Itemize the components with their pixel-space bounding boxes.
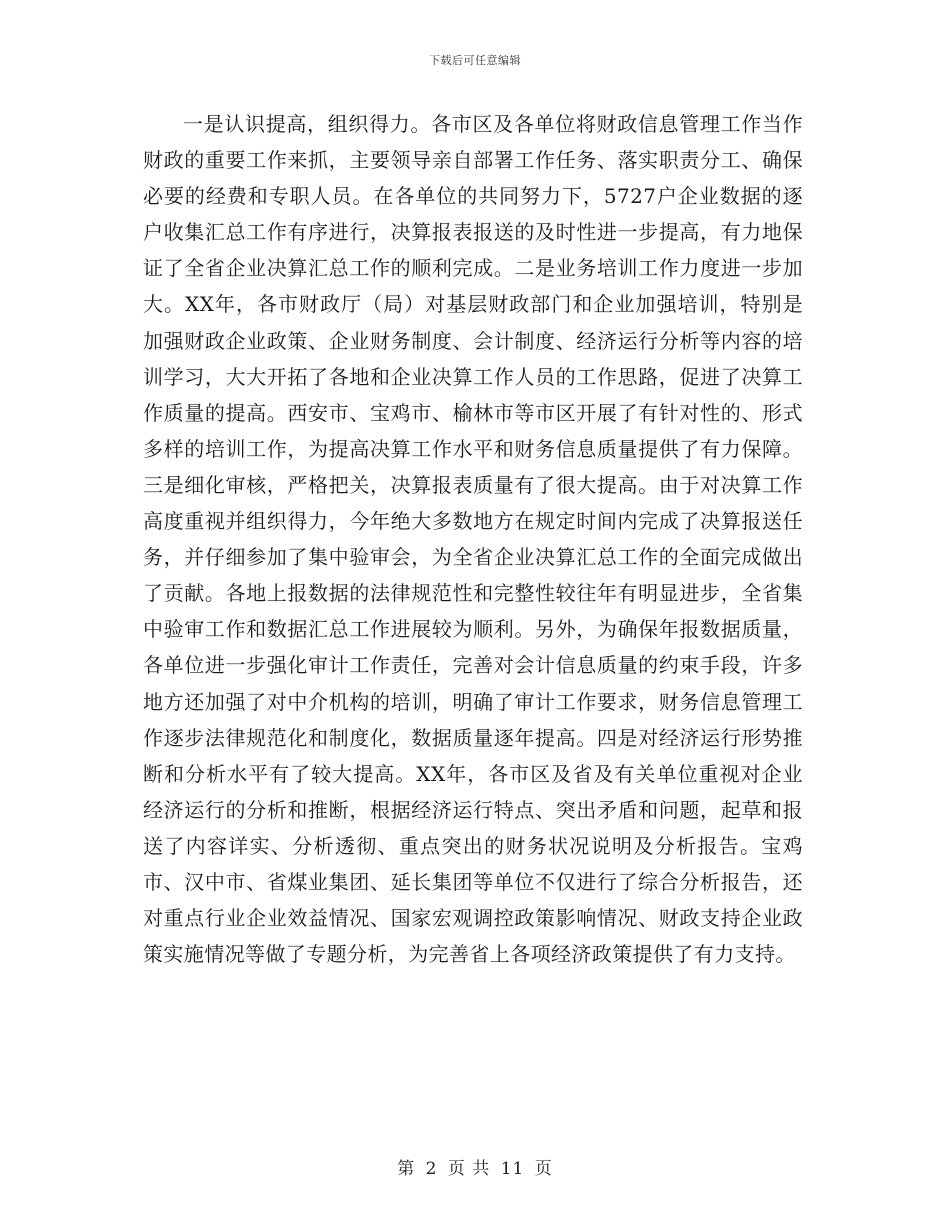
footer-suffix: 页 [534, 1159, 553, 1179]
footer-prefix: 第 [397, 1159, 416, 1179]
page-header: 下载后可任意编辑 [429, 54, 521, 67]
footer-total-pages: 11 [500, 1159, 525, 1179]
body-paragraph: 一是认识提高，组织得力。各市区及各单位将财政信息管理工作当作财政的重要工作来抓，主要领导亲自部署工作任务、落实职责分工、确保必要的经费和专职人员。在各单位的共同努力下，5727户企业数据的逐户收集汇总工作有序进行，决算报表报送的及时性进一步提高，有力地保证了全省企业决算汇总工作的顺利完成。二是业务培训工作力度进一步加大。XX年，各市财政厅（局）对基层财政部门和企业加强培训，特别是加强财政企业政策、企业财务制度、会计制度、经济运行分析等内容的培训学习，大大开拓了各地和企业决算工作人员的工作思路，促进了决算工作质量的提高。西安市、宝鸡市、榆林市等市区开展了有针对性的、形式多样的培训工作，为提高决算工作水平和财务信息质量提供了有力保障。三是细化审核，严格把关，决算报表质量有了很大提高。由于对决算工作高度重视并组织得力，今年绝大多数地方在规定时间内完成了决算报送任务，并仔细参加了集中验审会，为全省企业决算汇总工作的全面完成做出了贡献。各地上报数据的法律规范性和完整性较往年有明显进步，全省集中验审工作和数据汇总工作进展较为顺利。另外，为确保年报数据质量，各单位进一步强化审计工作责任，完善对会计信息质量的约束手段，许多地方还加强了对中介机构的培训，明确了审计工作要求，财务信息管理工作逐步法律规范化和制度化，数据质量逐年提高。四是对经济运行形势推断和分析水平有了较大提高。XX年，各市区及省及有关单位重视对企业经济运行的分析和推断，根据经济运行特点、突出矛盾和问题，起草和报送了内容详实、分析透彻、重点突出的财务状况说明及分析报告。宝鸡市、汉中市、省煤业集团、延长集团等单位不仅进行了综合分析报告，还对重点行业企业效益情况、国家宏观调控政策影响情况、财政支持企业政策实施情况等做了专题分析，为完善省上各项经济政策提供了有力支持。 [143, 112, 803, 967]
footer-middle: 页 共 [447, 1159, 491, 1179]
footer-current-page: 2 [425, 1159, 438, 1179]
page-footer [0, 1154, 950, 1179]
